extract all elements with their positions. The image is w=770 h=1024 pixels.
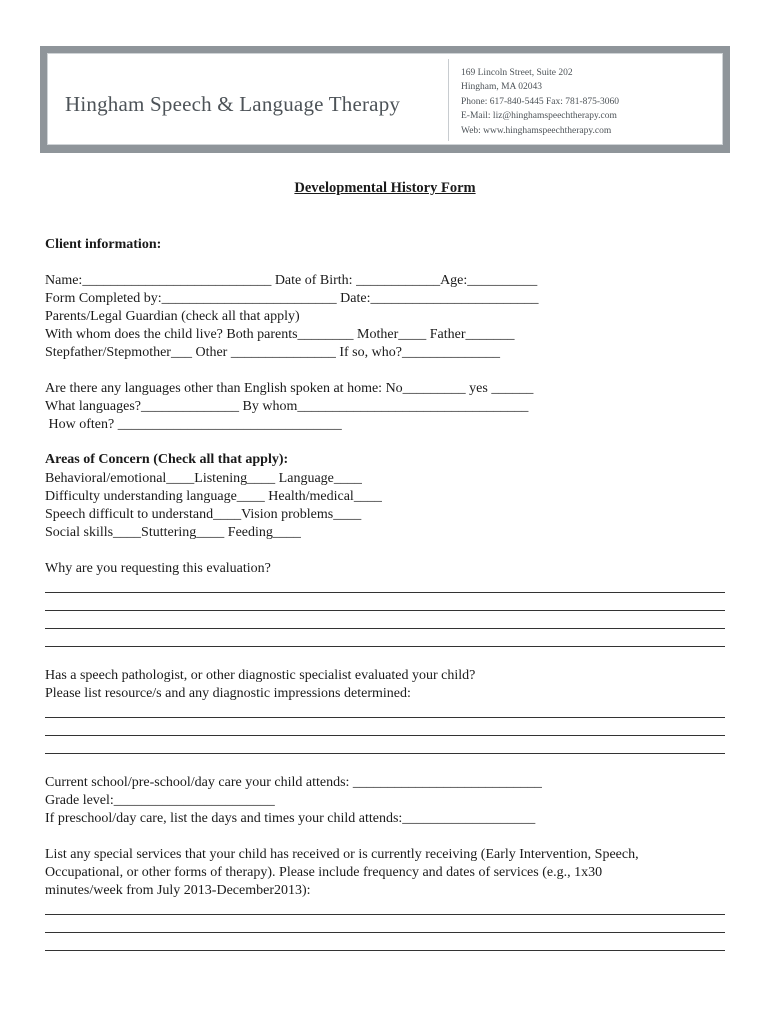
- special-services-question-line1: List any special services that your child has received or is currently receiving (Early Intervention, Speech,: [45, 847, 639, 862]
- answer-line[interactable]: [45, 717, 725, 718]
- why-requesting-question: Why are you requesting this evaluation?: [45, 561, 271, 576]
- diagnostic-impressions-prompt: Please list resource/s and any diagnostic impressions determined:: [45, 686, 411, 701]
- concern-row-4[interactable]: Social skills____Stuttering____ Feeding____: [45, 525, 301, 540]
- form-title: Developmental History Form: [294, 180, 476, 196]
- completed-by-date-line[interactable]: Form Completed by:_________________________ Date:________________________: [45, 291, 539, 306]
- name-dob-age-line[interactable]: Name:___________________________ Date of Birth: ____________Age:__________: [45, 273, 538, 288]
- letterhead-divider: [448, 59, 449, 141]
- what-languages-line[interactable]: What languages?______________ By whom_________________________________: [45, 399, 529, 414]
- concern-row-3[interactable]: Speech difficult to understand____Vision problems____: [45, 507, 362, 522]
- special-services-question-line2: Occupational, or other forms of therapy). Please include frequency and dates of services (e.g., 1x30: [45, 865, 603, 880]
- client-info-heading: Client information:: [45, 237, 162, 252]
- practice-name: Hingham Speech & Language Therapy: [65, 92, 401, 116]
- answer-line[interactable]: [45, 932, 725, 933]
- guardian-instruction-line: Parents/Legal Guardian (check all that apply): [45, 309, 300, 324]
- contact-web: Web: www.hinghamspeechtherapy.com: [461, 125, 612, 136]
- answer-line[interactable]: [45, 914, 725, 915]
- contact-email: E-Mail: liz@hinghamspeechtherapy.com: [461, 111, 617, 122]
- preschool-schedule-line[interactable]: If preschool/day care, list the days and times your child attends:___________________: [45, 811, 536, 826]
- answer-line[interactable]: [45, 628, 725, 629]
- how-often-line[interactable]: How often? ________________________________: [45, 417, 342, 432]
- answer-line[interactable]: [45, 610, 725, 611]
- answer-line[interactable]: [45, 735, 725, 736]
- contact-block: [461, 66, 619, 138]
- concern-row-1[interactable]: Behavioral/emotional____Listening____ Language____: [45, 471, 362, 486]
- current-school-line[interactable]: Current school/pre-school/day care your child attends: ___________________________: [45, 775, 542, 790]
- concern-row-2[interactable]: Difficulty understanding language____ Health/medical____: [45, 489, 382, 504]
- answer-line[interactable]: [45, 592, 725, 593]
- prior-evaluation-question: Has a speech pathologist, or other diagnostic specialist evaluated your child?: [45, 668, 476, 683]
- other-languages-line[interactable]: Are there any languages other than English spoken at home: No_________ yes ______: [45, 381, 534, 396]
- stepparent-other-line[interactable]: Stepfather/Stepmother___ Other _______________ If so, who?______________: [45, 345, 500, 360]
- special-services-question-line3: minutes/week from July 2013-December2013):: [45, 883, 311, 898]
- letterhead: [40, 46, 730, 153]
- answer-line[interactable]: [45, 646, 725, 647]
- answer-line[interactable]: [45, 950, 725, 951]
- grade-level-line[interactable]: Grade level:_______________________: [45, 793, 275, 808]
- child-lives-with-line[interactable]: With whom does the child live? Both parents________ Mother____ Father_______: [45, 327, 515, 342]
- answer-line[interactable]: [45, 753, 725, 754]
- contact-address-line2: Hingham, MA 02043: [461, 82, 543, 93]
- contact-phone-fax: Phone: 617-840-5445 Fax: 781-875-3060: [461, 96, 620, 107]
- letterhead-panel: [47, 53, 723, 145]
- contact-address-line1: 169 Lincoln Street, Suite 202: [461, 68, 573, 78]
- areas-of-concern-heading: Areas of Concern (Check all that apply):: [45, 452, 289, 467]
